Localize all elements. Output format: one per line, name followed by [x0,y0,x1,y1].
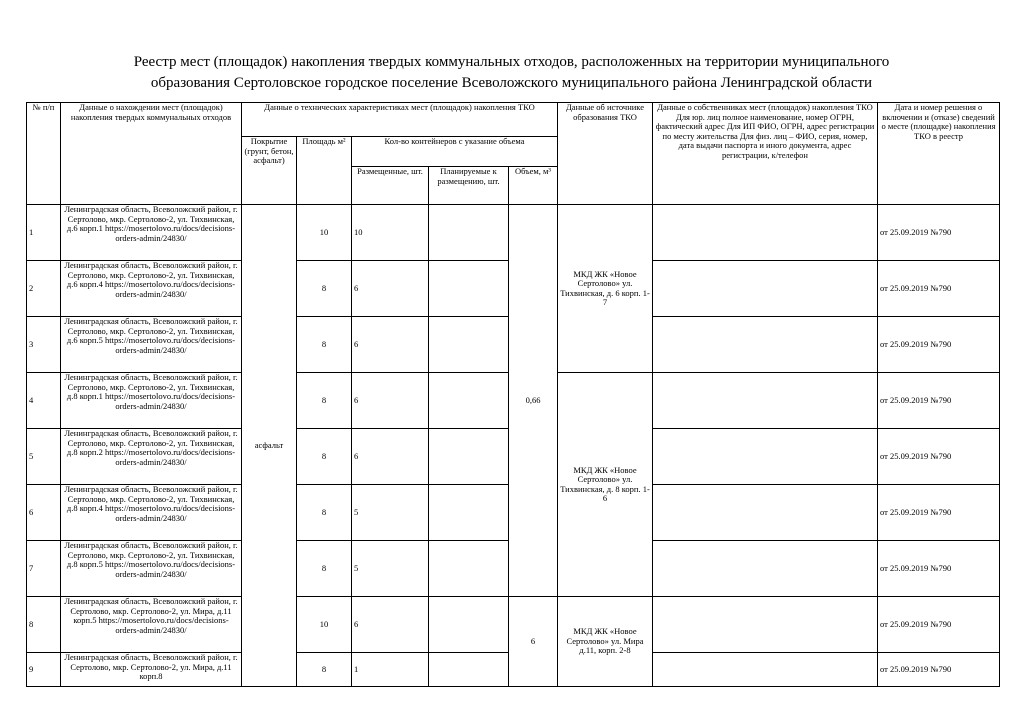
volume-cell-1: 0,66 [509,205,558,597]
row-num: 2 [27,261,61,317]
row-decision: от 25.09.2019 №790 [878,429,1000,485]
row-placed: 6 [352,429,429,485]
row-num: 9 [27,653,61,687]
row-planned [429,597,509,653]
row-address: Ленинградская область, Всеволожский район, г. Сертолово, мкр. Сертолово-2, ул. Тихвинская, д.8 корп.1 https://mosertolovo.ru/docs/decisions-orders-admin/24830/ [61,373,242,429]
row-decision: от 25.09.2019 №790 [878,597,1000,653]
row-owner [653,485,878,541]
row-area: 8 [297,541,352,597]
row-planned [429,653,509,687]
row-placed: 5 [352,485,429,541]
header-source: Данные об источнике образования ТКО [558,103,653,205]
row-address: Ленинградская область, Всеволожский район, г. Сертолово, мкр. Сертолово-2, ул. Тихвинская, д.8 корп.5 https://mosertolovo.ru/docs/decisions-orders-admin/24830/ [61,541,242,597]
row-planned [429,317,509,373]
row-area: 8 [297,429,352,485]
row-area: 8 [297,373,352,429]
row-address: Ленинградская область, Всеволожский район, г. Сертолово, мкр. Сертолово-2, ул. Тихвинская, д.8 корп.2 https://mosertolovo.ru/docs/decisions-orders-admin/24830/ [61,429,242,485]
table-row [27,205,1000,261]
header-planned: Планируемые к размещению, шт. [429,167,509,205]
row-area: 8 [297,485,352,541]
source-group-2: МКД ЖК «Новое Сертолово» ул. Тихвинская, д. 8 корп. 1-6 [558,373,653,597]
title-line-2: образования Сертоловское городское поселение Всеволожского муниципального района Ленинградской области [150,75,873,91]
title-line-1: Реестр мест (площадок) накопления твердых коммунальных отходов, расположенных на территории муниципального [133,54,890,70]
row-placed: 6 [352,597,429,653]
row-owner [653,205,878,261]
row-decision: от 25.09.2019 №790 [878,317,1000,373]
row-area: 10 [297,205,352,261]
row-address: Ленинградская область, Всеволожский район, г. Сертолово, мкр. Сертолово-2, ул. Мира, д.11 корп.8 [61,653,242,687]
row-planned [429,261,509,317]
source-group-1: МКД ЖК «Новое Сертолово» ул. Тихвинская, д. 6 корп. 1-7 [558,205,653,373]
header-tech: Данные о технических характеристиках мест (площадок) накопления ТКО [242,103,558,137]
row-owner [653,317,878,373]
row-placed: 6 [352,261,429,317]
row-placed: 6 [352,373,429,429]
registry-table [26,102,1000,687]
source-group-3: МКД ЖК «Новое Сертолово» ул. Мира д.11, корп. 2-8 [558,597,653,687]
header-location: Данные о нахождении мест (площадок) накопления твердых коммунальных отходов [61,103,242,205]
row-num: 3 [27,317,61,373]
row-address: Ленинградская область, Всеволожский район, г. Сертолово, мкр. Сертолово-2, ул. Тихвинская, д.6 корп.4 https://mosertolovo.ru/docs/decisions-orders-admin/24830/ [61,261,242,317]
volume-cell-2: 6 [509,597,558,687]
row-num: 5 [27,429,61,485]
row-decision: от 25.09.2019 №790 [878,541,1000,597]
header-placed: Размещенные, шт. [352,167,429,205]
row-placed: 1 [352,653,429,687]
header-area: Площадь м² [297,137,352,205]
row-owner [653,653,878,687]
row-decision: от 25.09.2019 №790 [878,261,1000,317]
row-planned [429,429,509,485]
row-decision: от 25.09.2019 №790 [878,373,1000,429]
row-area: 8 [297,261,352,317]
coverage-cell: асфальт [242,205,297,687]
row-address: Ленинградская область, Всеволожский район, г. Сертолово, мкр. Сертолово-2, ул. Тихвинская, д.6 корп.1 https://mosertolovo.ru/docs/decisions-orders-admin/24830/ [61,205,242,261]
row-placed: 6 [352,317,429,373]
row-area: 8 [297,653,352,687]
row-num: 4 [27,373,61,429]
header-volume: Объем, м³ [509,167,558,205]
row-owner [653,373,878,429]
row-planned [429,485,509,541]
header-coverage: Покрытие (грунт, бетон, асфальт) [242,137,297,205]
row-num: 8 [27,597,61,653]
row-decision: от 25.09.2019 №790 [878,653,1000,687]
row-decision: от 25.09.2019 №790 [878,205,1000,261]
document-title [0,52,1023,94]
header-owners: Данные о собственниках мест (площадок) накопления ТКО Для юр. лиц полное наименование, номер ОГРН, фактический адрес Для ИП ФИО, ОГРН, адрес регистрации по месту жительства Для физ. лиц – ФИО, серия, номер, дата выдачи паспорта и иного документа, адрес регистрации, к/телефон [653,103,878,205]
row-address: Ленинградская область, Всеволожский район, г. Сертолово, мкр. Сертолово-2, ул. Тихвинская, д.6 корп.5 https://mosertolovo.ru/docs/decisions-orders-admin/24830/ [61,317,242,373]
row-owner [653,261,878,317]
row-address: Ленинградская область, Всеволожский район, г. Сертолово, мкр. Сертолово-2, ул. Тихвинская, д.8 корп.4 https://mosertolovo.ru/docs/decisions-orders-admin/24830/ [61,485,242,541]
row-address: Ленинградская область, Всеволожский район, г. Сертолово, мкр. Сертолово-2, ул. Мира, д.11 корп.5 https://mosertolovo.ru/docs/decisions-orders-admin/24830/ [61,597,242,653]
table-row [27,597,1000,653]
row-placed: 5 [352,541,429,597]
header-num: № п/п [27,103,61,205]
row-num: 6 [27,485,61,541]
header-containers: Кол-во контейнеров с указание объема [352,137,558,167]
row-planned [429,205,509,261]
row-num: 7 [27,541,61,597]
row-owner [653,597,878,653]
header-decision: Дата и номер решения о включении и (отказе) сведений о месте (площадке) накопления ТКО в реестр [878,103,1000,205]
row-num: 1 [27,205,61,261]
row-decision: от 25.09.2019 №790 [878,485,1000,541]
row-placed: 10 [352,205,429,261]
row-owner [653,541,878,597]
row-area: 10 [297,597,352,653]
row-owner [653,429,878,485]
row-area: 8 [297,317,352,373]
row-planned [429,373,509,429]
row-planned [429,541,509,597]
